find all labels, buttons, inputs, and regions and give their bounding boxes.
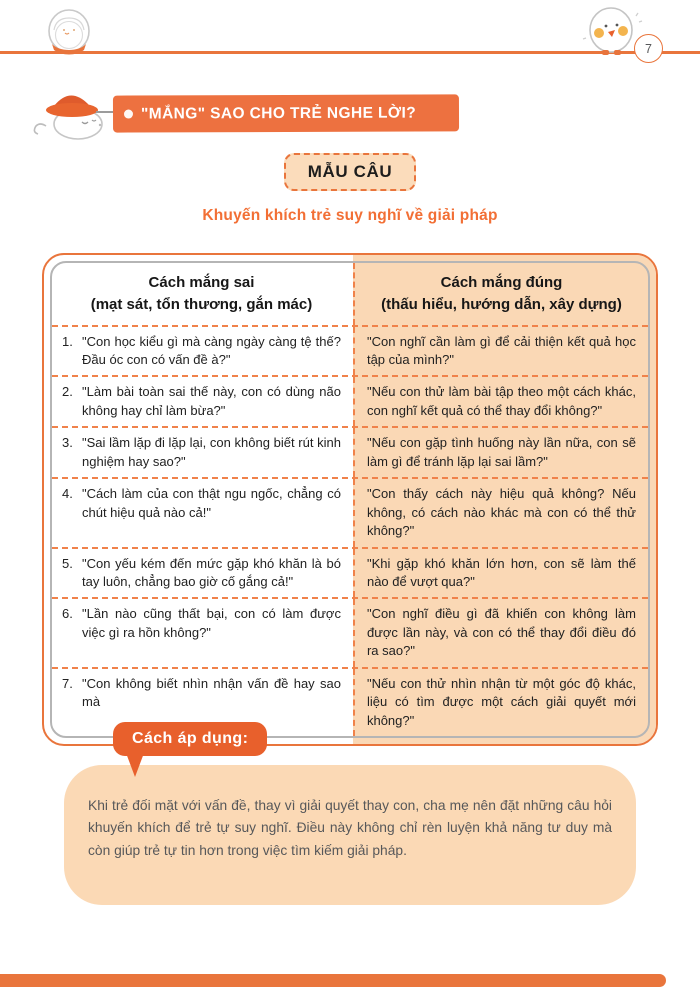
hamster-in-shell-icon	[42, 8, 96, 56]
row-number: 3.	[62, 435, 73, 451]
column-header-right-title: Cách mắng đúng	[440, 274, 563, 291]
wrong-phrase: "Con học kiểu gì mà càng ngày càng tệ thế? Đầu óc con có vấn đề à?"	[82, 333, 341, 367]
table-header-row	[52, 263, 648, 325]
right-phrase: "Nếu con thử nhìn nhận từ một góc độ khác, liệu có tìm được một cách giải quyết mới không?"	[366, 675, 636, 728]
table-row	[52, 325, 648, 376]
page-number-badge	[634, 34, 663, 63]
column-header-wrong-subtitle: (mạt sát, tổn thương, gắn mác)	[90, 295, 313, 313]
table-row	[52, 375, 648, 426]
wrong-phrase: "Con không biết nhìn nhận vấn đề hay sao mà	[82, 675, 341, 710]
column-header-wrong-title: Cách mắng sai	[148, 274, 255, 291]
comparison-table	[42, 253, 658, 746]
section-badge-wrap	[0, 153, 700, 191]
application-label-bubble	[113, 722, 267, 756]
wrong-phrase: "Sai lầm lặp đi lặp lại, con không biết rút kinh nghiệm hay sao?"	[82, 435, 341, 469]
right-phrase: "Con thấy cách này hiệu quả không? Nếu không, có cách nào khác mà con có thể thử không?"	[366, 486, 636, 539]
table-row	[52, 547, 648, 598]
right-phrase: "Nếu con thử làm bài tập theo một cách khác, con nghĩ kết quả có thể thay đổi không?"	[366, 384, 636, 418]
wrong-phrase: "Con yếu kém đến mức gặp khó khăn là bó tay luôn, chẳng bao giờ cố gắng cả!"	[82, 555, 341, 590]
row-number: 2.	[62, 384, 73, 400]
footer-accent-bar	[0, 974, 666, 987]
column-header-right	[353, 263, 648, 325]
right-phrase: "Con nghĩ điều gì đã khiến con không làm được lần này, và con có thể thay đổi điều đó ra sao?"	[366, 606, 636, 659]
speech-bubble-tail	[126, 753, 144, 777]
section-subtitle: Khuyến khích trẻ suy nghĩ về giải pháp	[202, 207, 498, 224]
wrong-phrase: "Lần nào cũng thất bại, con có làm được việc gì ra hồn không?"	[82, 606, 341, 640]
chapter-title: "MẮNG" SAO CHO TRẺ NGHE LỜI?	[140, 104, 417, 123]
row-number: 4.	[62, 486, 73, 502]
row-number: 6.	[62, 606, 73, 622]
wrong-phrase: "Cách làm của con thật ngu ngốc, chẳng có chút hiệu quả nào cả!"	[82, 486, 341, 520]
right-phrase: "Con nghĩ cần làm gì để cải thiện kết quả học tập của mình?"	[366, 333, 636, 367]
section-badge: MẪU CÂU	[284, 153, 416, 191]
page-number: 7	[645, 41, 652, 56]
row-number: 7.	[62, 675, 73, 691]
table-row	[52, 597, 648, 666]
row-number: 1.	[62, 333, 73, 349]
table-row	[52, 426, 648, 477]
row-number: 5.	[62, 555, 73, 571]
right-phrase: "Khi gặp khó khăn lớn hơn, con sẽ làm thế nào để vượt qua?"	[366, 555, 636, 590]
wrong-phrase: "Làm bài toàn sai thế này, con có dùng não không hay chỉ làm bừa?"	[82, 384, 341, 418]
column-header-wrong	[52, 263, 353, 325]
chapter-title-banner	[113, 94, 459, 132]
table-row	[52, 477, 648, 546]
application-body: Khi trẻ đối mặt với vấn đề, thay vì giải quyết thay con, cha mẹ nên đặt những câu hỏi khuyến khích để trẻ tự suy nghĩ. Điều này không chỉ rèn luyện khả năng tư duy mà còn giúp trẻ tự tin hơn trong việc tìm kiếm giải pháp.	[88, 798, 612, 858]
bullet-dot-icon	[124, 110, 133, 119]
table-inner-frame	[50, 261, 650, 738]
cat-with-hat-icon	[30, 84, 116, 142]
application-label: Cách áp dụng:	[132, 730, 249, 747]
column-header-right-subtitle: (thấu hiểu, hướng dẫn, xây dựng)	[381, 295, 622, 313]
application-note-box	[64, 765, 636, 905]
right-phrase: "Nếu con gặp tình huống này lần nữa, con sẽ làm gì để tránh lặp lại sai lầm?"	[366, 435, 636, 469]
